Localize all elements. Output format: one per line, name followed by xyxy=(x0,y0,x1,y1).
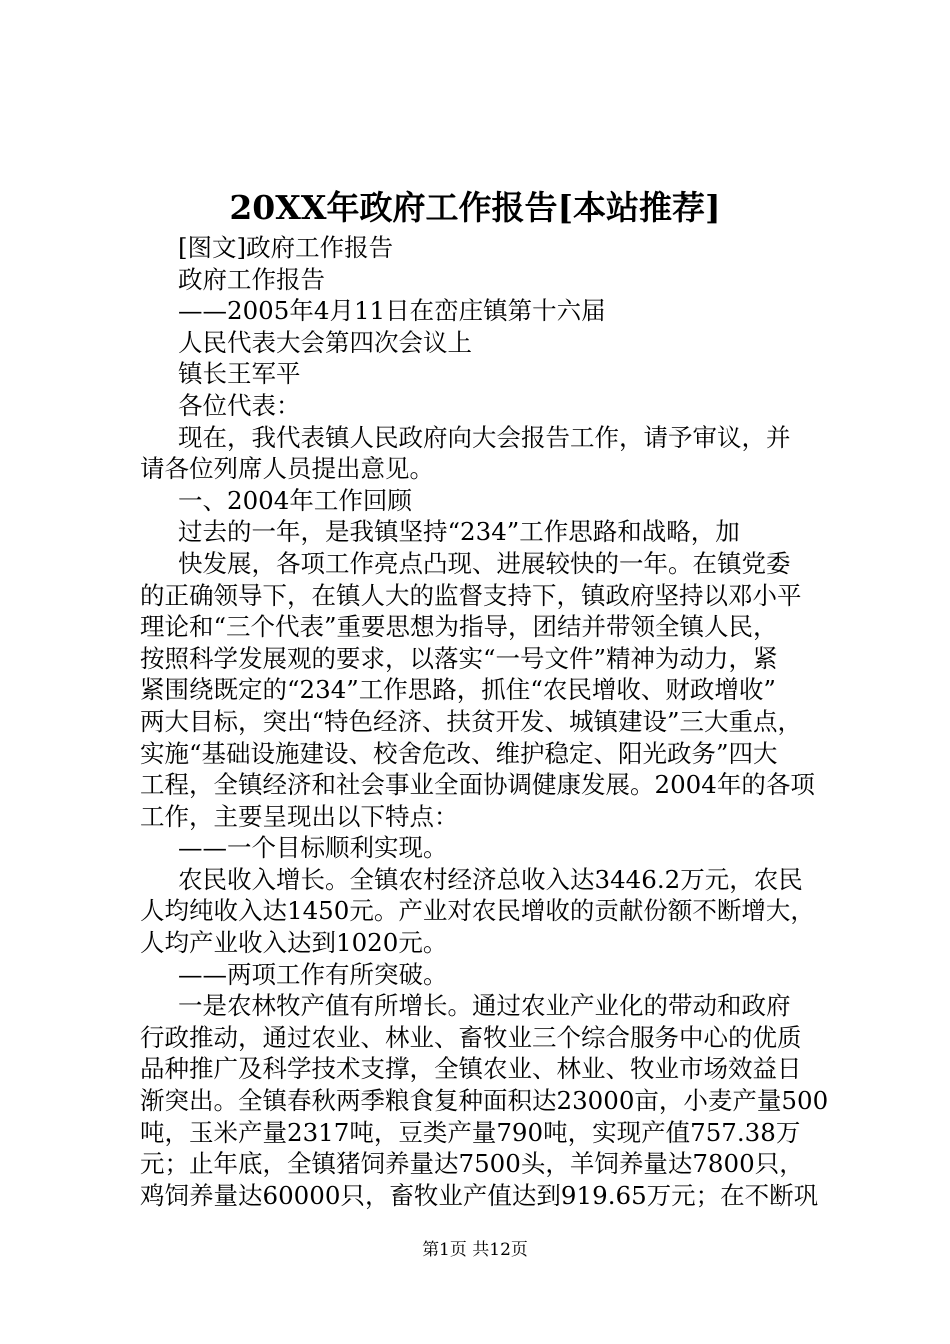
body-line: 品种推广及科学技术支撑，全镇农业、林业、牧业市场效益日 xyxy=(140,1054,802,1084)
body-line: 理论和“三个代表”重要思想为指导，团结并带领全镇人民， xyxy=(140,612,778,642)
body-line: 快发展，各项工作亮点凸现、进展较快的一年。在镇党委 xyxy=(178,548,791,578)
page-footer: 第1页 共12页 xyxy=(422,1240,528,1260)
body-line: 渐突出。全镇春秋两季粮食复种面积达23000亩，小麦产量500 xyxy=(140,1086,829,1116)
body-line: 吨，玉米产量2317吨，豆类产量790吨，实现产值757.38万 xyxy=(140,1117,801,1147)
body-line: 人民代表大会第四次会议上 xyxy=(178,327,472,357)
body-line: ——一个目标顺利实现。 xyxy=(178,833,448,863)
body-line: 按照科学发展观的要求，以落实“一号文件”精神为动力，紧 xyxy=(140,643,778,673)
body-line: [图文]政府工作报告 xyxy=(178,233,394,262)
body-line: 行政推动，通过农业、林业、畜牧业三个综合服务中心的优质 xyxy=(140,1022,802,1052)
document-body xyxy=(140,232,840,1211)
body-line: 镇长王军平 xyxy=(178,359,301,389)
body-line: 元；止年底，全镇猪饲养量达7500头，羊饲养量达7800只， xyxy=(140,1149,804,1179)
body-line: 紧围绕既定的“234”工作思路，抓住“农民增收、财政增收” xyxy=(140,675,776,705)
body-line: 鸡饲养量达60000只，畜牧业产值达到919.65万元；在不断巩 xyxy=(140,1180,819,1210)
body-line: 过去的一年，是我镇坚持“234”工作思路和战略，加 xyxy=(178,517,740,547)
body-line: 一、2004年工作回顾 xyxy=(178,485,412,515)
body-line: 现在，我代表镇人民政府向大会报告工作，请予审议，并 xyxy=(178,422,791,452)
body-line: 实施“基础设施建设、校舍危改、维护稳定、阳光政务”四大 xyxy=(140,738,778,768)
body-line: 人均纯收入达1450元。产业对农民增收的贡献份额不断增大， xyxy=(140,896,815,926)
body-line: 农民收入增长。全镇农村经济总收入达3446.2万元，农民 xyxy=(178,864,803,894)
body-line: 两大目标，突出“特色经济、扶贫开发、城镇建设”三大重点， xyxy=(140,706,803,736)
body-line: 一是农林牧产值有所增长。通过农业产业化的带动和政府 xyxy=(178,991,791,1021)
body-line: 的正确领导下，在镇人大的监督支持下，镇政府坚持以邓小平 xyxy=(140,580,802,610)
body-line: 工程，全镇经济和社会事业全面协调健康发展。2004年的各项 xyxy=(140,770,815,800)
body-line: ——两项工作有所突破。 xyxy=(178,959,448,989)
body-line: 工作，主要呈现出以下特点： xyxy=(140,801,459,831)
body-line: ——2005年4月11日在峦庄镇第十六届 xyxy=(178,296,606,326)
body-line: 请各位列席人员提出意见。 xyxy=(140,454,434,484)
body-line: 政府工作报告 xyxy=(178,264,325,294)
document-title: 20XX年政府工作报告[本站推荐] xyxy=(229,188,721,227)
body-line: 人均产业收入达到1020元。 xyxy=(140,928,448,958)
body-line: 各位代表： xyxy=(178,390,301,420)
